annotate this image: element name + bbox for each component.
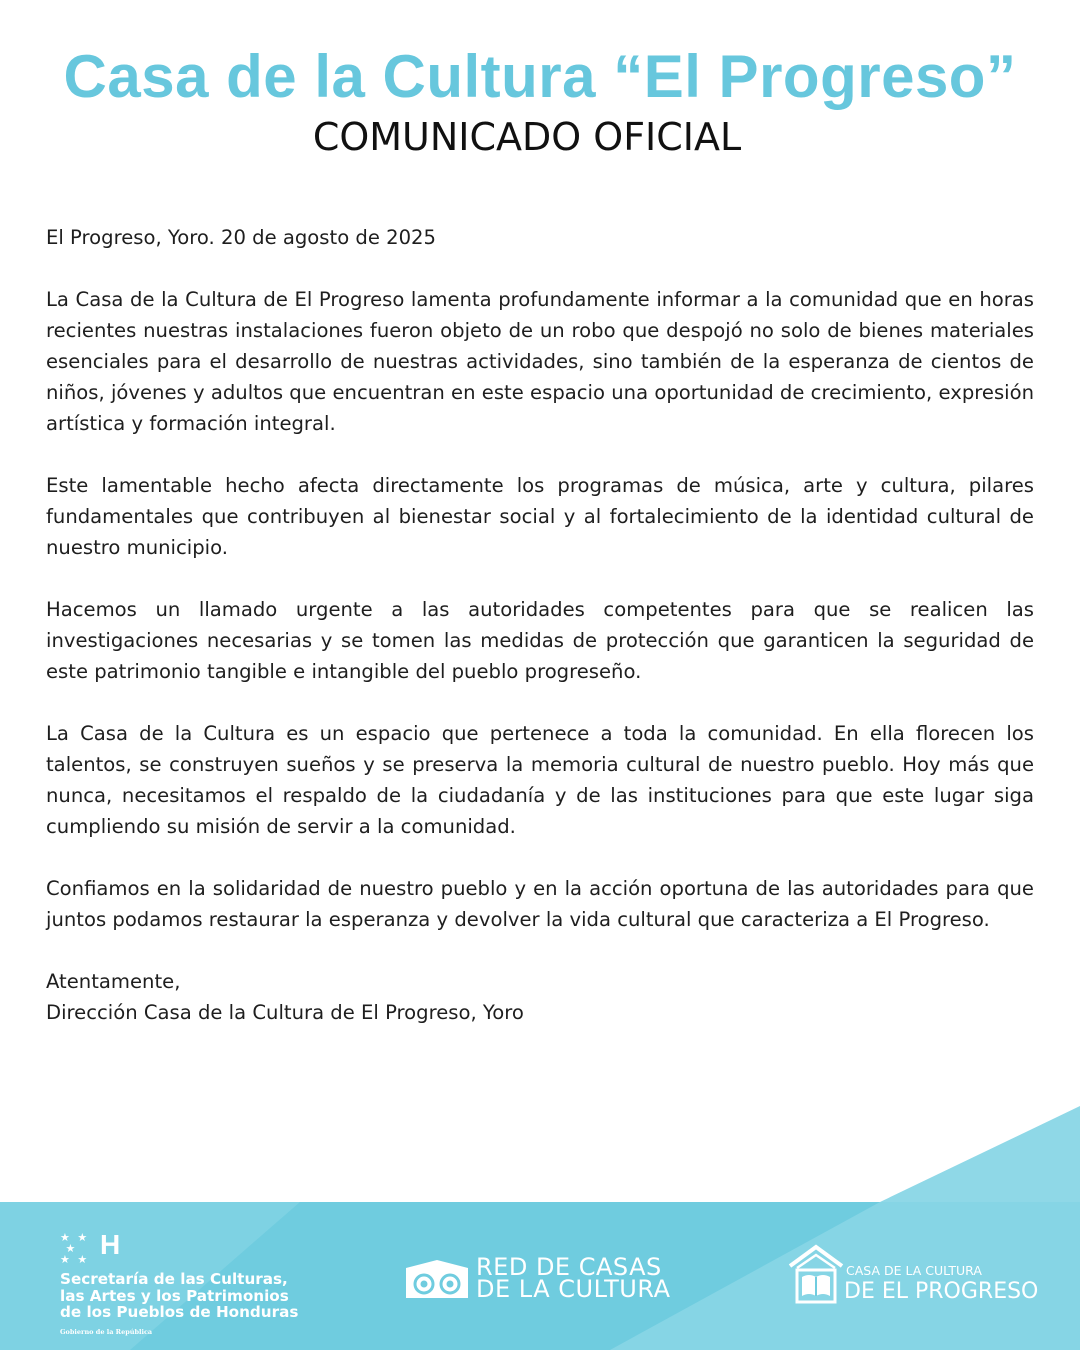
red-casas-line-1: RED DE CASAS [476,1253,662,1281]
gov-logo-text [60,1271,298,1340]
paragraph-3: Hacemos un llamado urgente a las autoridades competentes para que se realicen las investigaciones necesarias y se tomen las medidas de protección que garanticen la seguridad de este patrimonio tangible e intangible del pueblo progreseño. [46,598,1034,683]
paragraph-1: La Casa de la Cultura de El Progreso lamenta profundamente informar a la comunidad que en horas recientes nuestras instalaciones fueron objeto de un robo que despojó no solo de bienes materiales esenciales para el desarrollo de nuestras actividades, sino también de la esperanza de cientos de niños, jóvenes y adultos que encuentran en este espacio una oportunidad de crecimiento, expresión artística y formación integral. [46,288,1034,435]
red-casas-text [476,1253,671,1303]
signature-text: Dirección Casa de la Cultura de El Progreso, Yoro [46,1001,524,1024]
casa-logo-line-1: CASA DE LA CULTURA [846,1263,982,1278]
casa-cultura-logo [788,1244,1039,1310]
gov-logo-line-1: Secretaría de las Culturas, [60,1270,288,1288]
red-casas-line-2: DE LA CULTURA [476,1275,671,1303]
closing-text: Atentamente, [46,970,181,993]
closing-line [46,966,1034,1028]
gov-logo-line-3: de los Pueblos de Honduras [60,1303,299,1321]
gov-logo-line-2: las Artes y los Patrimonios [60,1286,289,1305]
gov-h-mark: H [100,1229,121,1260]
footer-triangle-corner [880,1106,1080,1202]
communique-body [46,222,1034,1028]
date-line: El Progreso, Yoro. 20 de agosto de 2025 [46,226,436,249]
house-book-icon [788,1244,844,1306]
spiral-house-icon [406,1260,468,1298]
paragraph-2: Este lamentable hecho afecta directamente los programas de música, arte y cultura, pilares fundamentales que contribuyen al bienestar social y al fortalecimiento de la identidad cultural de nuestro municipio. [46,474,1034,559]
government-logo [60,1229,299,1340]
gov-logo-small: Gobierno de la República [60,1327,153,1336]
paragraph-5: Confiamos en la solidaridad de nuestro pueblo y en la acción oportuna de las autoridades para que juntos podamos restaurar la esperanza y devolver la vida cultural que caracteriza a El Progreso. [46,877,1034,931]
five-stars-icon: ★ ★ ★ ★ ★ [60,1231,90,1266]
casa-logo-line-2: DE EL PROGRESO [844,1279,1039,1304]
page-subtitle: COMUNICADO OFICIAL [312,115,742,159]
paragraph-4: La Casa de la Cultura es un espacio que pertenece a toda la comunidad. En ella florecen los talentos, se construyen sueños y se preserva la memoria cultural de nuestro pueblo. Hoy más que nunca, necesitamos el respaldo de la ciudadanía y de las instituciones para que este lugar siga cumpliendo su misión de servir a la comunidad. [46,722,1034,838]
page-title: Casa de la Cultura “El Progreso” [63,43,1017,110]
